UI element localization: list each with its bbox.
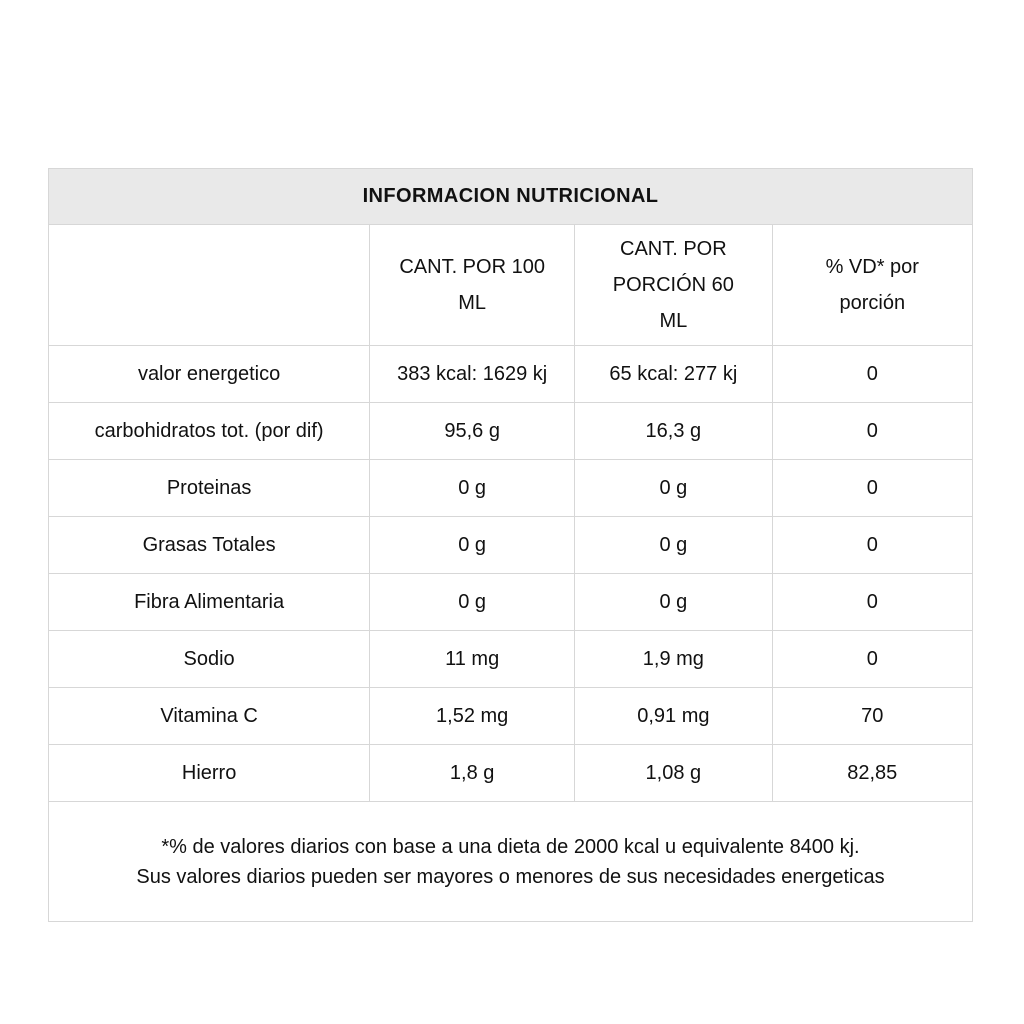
value-per-portion: 0,91 mg <box>575 688 773 744</box>
value-per-100ml: 95,6 g <box>370 403 575 459</box>
row-label: carbohidratos tot. (por dif) <box>49 403 370 459</box>
table-row-grasas-totales <box>49 517 972 574</box>
value-vd: 0 <box>866 647 878 670</box>
value-per-portion: 16,3 g <box>575 403 773 459</box>
column-header-nutrient <box>49 225 370 345</box>
footnote-line-2: Sus valores diarios pueden ser mayores o menores de sus necesidades energeticas <box>136 865 885 888</box>
value-vd: 70 <box>861 704 884 727</box>
column-header-per-portion: CANT. POR PORCIÓN 60 ML <box>575 225 773 345</box>
table-row-hierro <box>49 745 972 802</box>
row-label: valor energetico <box>49 346 370 402</box>
table-title: INFORMACION NUTRICIONAL <box>49 169 972 225</box>
value-per-100ml: 0 g <box>370 517 575 573</box>
value-per-portion: 1,08 g <box>575 745 773 801</box>
table-row-carbohidratos <box>49 403 972 460</box>
value-per-100ml: 383 kcal: 1629 kj <box>370 346 575 402</box>
nutrition-facts-table <box>48 168 973 922</box>
value-vd: 0 <box>866 476 878 499</box>
value-vd: 0 <box>866 419 878 442</box>
value-vd: 82,85 <box>847 761 898 784</box>
row-label: Proteinas <box>49 460 370 516</box>
value-per-portion: 0 g <box>575 460 773 516</box>
footnote-line-1: *% de valores diarios con base a una dieta de 2000 kcal u equivalente 8400 kj. <box>161 835 860 858</box>
value-per-100ml: 1,52 mg <box>370 688 575 744</box>
table-row-valor-energetico <box>49 346 972 403</box>
value-vd: 0 <box>866 362 878 385</box>
value-per-100ml: 0 g <box>370 574 575 630</box>
footnote <box>49 802 972 921</box>
table-row-proteinas <box>49 460 972 517</box>
value-per-portion: 0 g <box>575 574 773 630</box>
value-per-portion: 0 g <box>575 517 773 573</box>
value-per-100ml: 11 mg <box>370 631 575 687</box>
table-row-vitamina-c <box>49 688 972 745</box>
column-header-vd: % VD* por porción <box>825 256 919 314</box>
value-per-portion: 1,9 mg <box>575 631 773 687</box>
row-label: Hierro <box>49 745 370 801</box>
value-vd: 0 <box>866 533 878 556</box>
row-label: Fibra Alimentaria <box>49 574 370 630</box>
column-header-row <box>49 225 972 346</box>
row-label: Grasas Totales <box>49 517 370 573</box>
row-label: Vitamina C <box>49 688 370 744</box>
value-per-100ml: 0 g <box>370 460 575 516</box>
value-vd: 0 <box>866 590 878 613</box>
value-per-100ml: 1,8 g <box>370 745 575 801</box>
table-row-fibra-alimentaria <box>49 574 972 631</box>
value-per-portion: 65 kcal: 277 kj <box>575 346 773 402</box>
row-label: Sodio <box>49 631 370 687</box>
table-row-sodio <box>49 631 972 688</box>
column-header-per-100ml: CANT. POR 100 ML <box>370 225 575 345</box>
